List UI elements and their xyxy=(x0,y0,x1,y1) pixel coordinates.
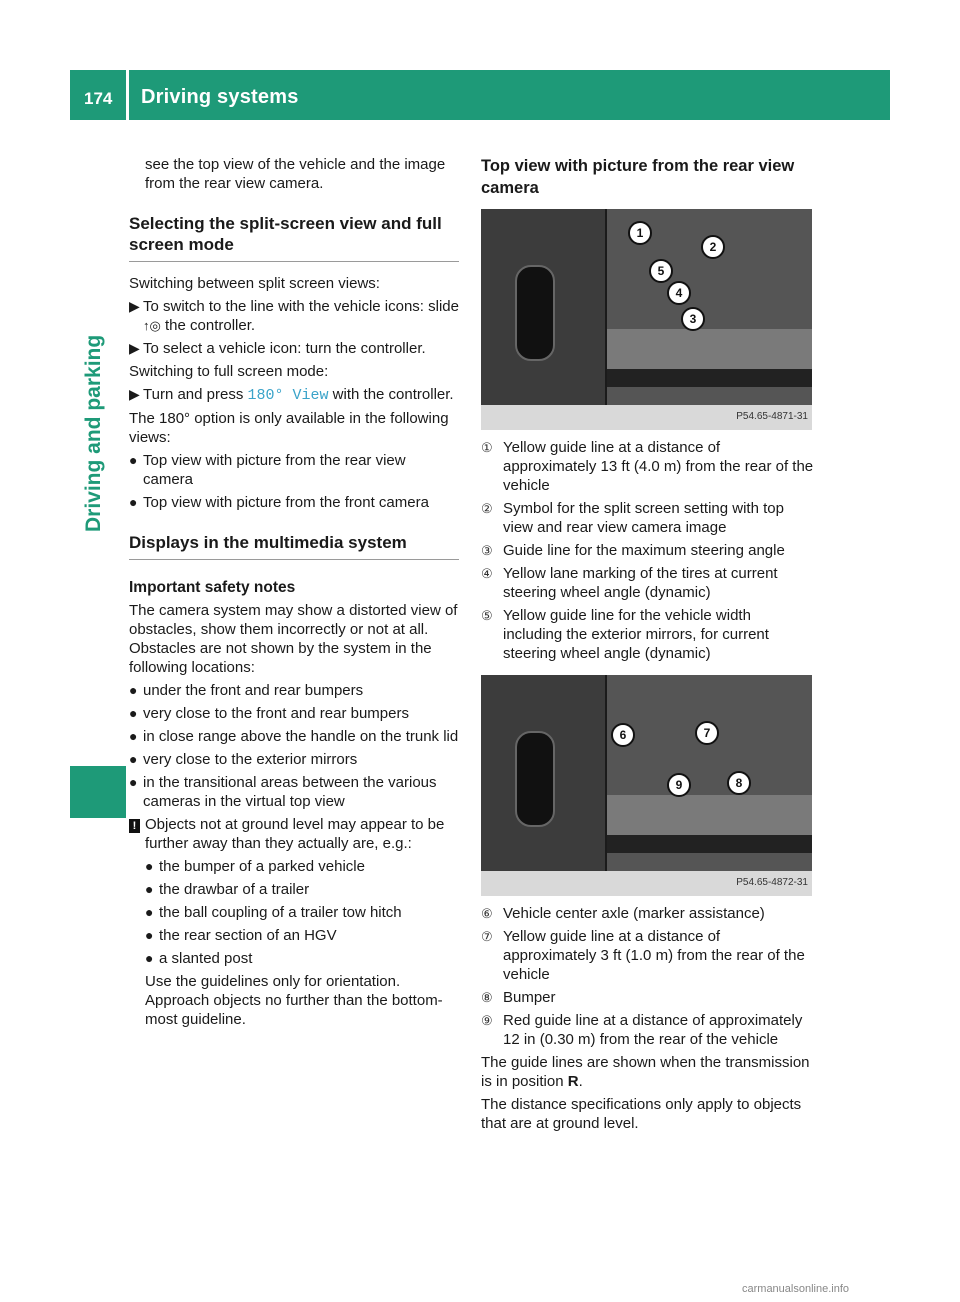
arrow-icon: ▶ xyxy=(129,386,140,402)
camera-toolbar xyxy=(607,369,812,387)
legend-number: ⑤ xyxy=(481,608,493,623)
page-number: 174 xyxy=(84,89,113,108)
bullet-icon: ● xyxy=(129,682,138,698)
right-column xyxy=(481,155,814,1137)
camera-toolbar xyxy=(607,835,812,853)
legend-item xyxy=(481,904,814,923)
bullet-icon: ● xyxy=(145,927,154,943)
callout-5: 5 xyxy=(649,259,673,283)
list-item: ● under the front and rear bumpers xyxy=(129,682,364,699)
list-item: ● the ball coupling of a trailer tow hitch xyxy=(145,904,402,921)
warning-guidance: Use the guidelines only for orientation. Approach objects no further than the bottom-most guideline. xyxy=(145,973,443,1028)
legend-number: ① xyxy=(481,440,493,455)
bullet-icon: ● xyxy=(129,774,138,790)
legend-text: Symbol for the split screen setting with top view and rear view camera image xyxy=(503,500,784,536)
callout-2: 2 xyxy=(701,235,725,259)
bullet-icon: ● xyxy=(145,904,154,920)
heading-safety: Important safety notes xyxy=(129,579,296,596)
legend-number: ⑨ xyxy=(481,1013,493,1028)
legend-item xyxy=(481,564,814,602)
arrow-icon: ▶ xyxy=(129,340,140,356)
bullet-icon: ● xyxy=(129,705,138,721)
list-item: ● very close to the exterior mirrors xyxy=(129,751,358,768)
warning-note: ! Objects not at ground level may appear to be further away than they actually are, e.g.: xyxy=(129,815,459,853)
callout-4: 4 xyxy=(667,281,691,305)
bullet-icon: ● xyxy=(129,494,138,510)
switch-split-text: Switching between split screen views: xyxy=(129,275,380,292)
vehicle-top-image xyxy=(515,731,555,827)
legend-number: ④ xyxy=(481,566,493,581)
legend-text: Vehicle center axle (marker assistance) xyxy=(503,905,765,922)
side-tab-block xyxy=(70,766,126,818)
callout-1: 1 xyxy=(628,221,652,245)
bullet-icon: ● xyxy=(145,858,154,874)
bullet-icon: ● xyxy=(145,881,154,897)
step-text: To select a vehicle icon: turn the controller. xyxy=(143,340,426,357)
step-item xyxy=(129,385,459,405)
controller-slide-icon: ↑◎ xyxy=(143,318,161,333)
list-item: ● the rear section of an HGV xyxy=(145,927,337,944)
bullet-icon: ● xyxy=(129,751,138,767)
callout-6: 6 xyxy=(611,723,635,747)
safety-text: The camera system may show a distorted view of obstacles, show them incorrectly or not at all. Obstacles are not shown by the system in the following locations: xyxy=(129,602,458,676)
legend-item xyxy=(481,541,814,560)
step-item xyxy=(129,339,459,358)
list-item: ● a slanted post xyxy=(145,950,253,967)
side-tab-label: Driving and parking xyxy=(82,334,105,532)
left-column xyxy=(129,155,459,1033)
guide-lines-text: The guide lines are shown when the transmission is in position R. xyxy=(481,1054,810,1090)
page-title: Driving systems xyxy=(141,86,299,108)
bullet-icon: ● xyxy=(129,728,138,744)
180-option-text: The 180° option is only available in the following views: xyxy=(129,410,449,446)
figure-code: P54.65-4871-31 xyxy=(736,411,808,422)
figure-2-legend xyxy=(481,904,814,1049)
legend-text: Yellow guide line for the vehicle width including the exterior mirrors, for current steering wheel angle (dynamic) xyxy=(503,607,769,662)
heading-displays: Displays in the multimedia system xyxy=(129,532,459,560)
legend-item xyxy=(481,927,814,984)
step-text: To switch to the line with the vehicle icons: slide ↑◎ the controller. xyxy=(143,298,459,334)
vehicle-top-image xyxy=(515,265,555,361)
heading-top-view: Top view with picture from the rear view camera xyxy=(481,157,795,197)
legend-item xyxy=(481,438,814,495)
legend-item xyxy=(481,499,814,537)
callout-9: 9 xyxy=(667,773,691,797)
watermark: carmanualsonline.info xyxy=(742,1283,850,1295)
legend-number: ② xyxy=(481,501,493,516)
callout-8: 8 xyxy=(727,771,751,795)
legend-text: Guide line for the maximum steering angle xyxy=(503,542,785,559)
legend-text: Red guide line at a distance of approximately 12 in (0.30 m) from the rear of the vehicle xyxy=(503,1012,803,1048)
legend-text: Yellow lane marking of the tires at current steering wheel angle (dynamic) xyxy=(503,565,778,601)
step-item xyxy=(129,297,459,335)
legend-item xyxy=(481,988,814,1007)
distance-text: The distance specifications only apply to objects that are at ground level. xyxy=(481,1096,802,1132)
camera-figure-1 xyxy=(481,209,812,430)
legend-number: ⑦ xyxy=(481,929,493,944)
legend-text: Yellow guide line at a distance of approximately 13 ft (4.0 m) from the rear of the vehicle xyxy=(503,439,814,494)
warning-icon: ! xyxy=(129,815,145,853)
legend-text: Yellow guide line at a distance of approximately 3 ft (1.0 m) from the rear of the vehicle xyxy=(503,928,805,983)
figure-code: P54.65-4872-31 xyxy=(736,877,808,888)
list-item: ● in the transitional areas between the various cameras in the virtual top view xyxy=(129,774,437,810)
list-item: ● very close to the front and rear bumpers xyxy=(129,705,409,722)
bullet-icon: ● xyxy=(129,452,138,468)
header-divider xyxy=(126,70,129,120)
callout-7: 7 xyxy=(695,721,719,745)
list-item: ● the drawbar of a trailer xyxy=(145,881,310,898)
list-item: ● Top view with picture from the rear view camera xyxy=(129,452,406,488)
legend-number: ③ xyxy=(481,543,493,558)
legend-item xyxy=(481,606,814,663)
heading-split-screen: Selecting the split-screen view and full screen mode xyxy=(129,213,459,262)
list-item: ● in close range above the handle on the trunk lid xyxy=(129,728,459,745)
switch-full-text: Switching to full screen mode: xyxy=(129,363,329,380)
list-item: ● Top view with picture from the front camera xyxy=(129,494,429,511)
menu-item-180-view: 180° View xyxy=(247,387,329,404)
callout-3: 3 xyxy=(681,307,705,331)
bullet-icon: ● xyxy=(145,950,154,966)
arrow-icon: ▶ xyxy=(129,298,140,314)
legend-number: ⑥ xyxy=(481,906,493,921)
legend-text: Bumper xyxy=(503,989,556,1006)
legend-number: ⑧ xyxy=(481,990,493,1005)
intro-text: see the top view of the vehicle and the image from the rear view camera. xyxy=(145,156,446,192)
figure-1-legend xyxy=(481,438,814,663)
legend-item xyxy=(481,1011,814,1049)
camera-figure-2 xyxy=(481,675,812,896)
list-item: ● the bumper of a parked vehicle xyxy=(145,858,365,875)
step-text: Turn and press 180° View with the controller. xyxy=(143,386,454,404)
